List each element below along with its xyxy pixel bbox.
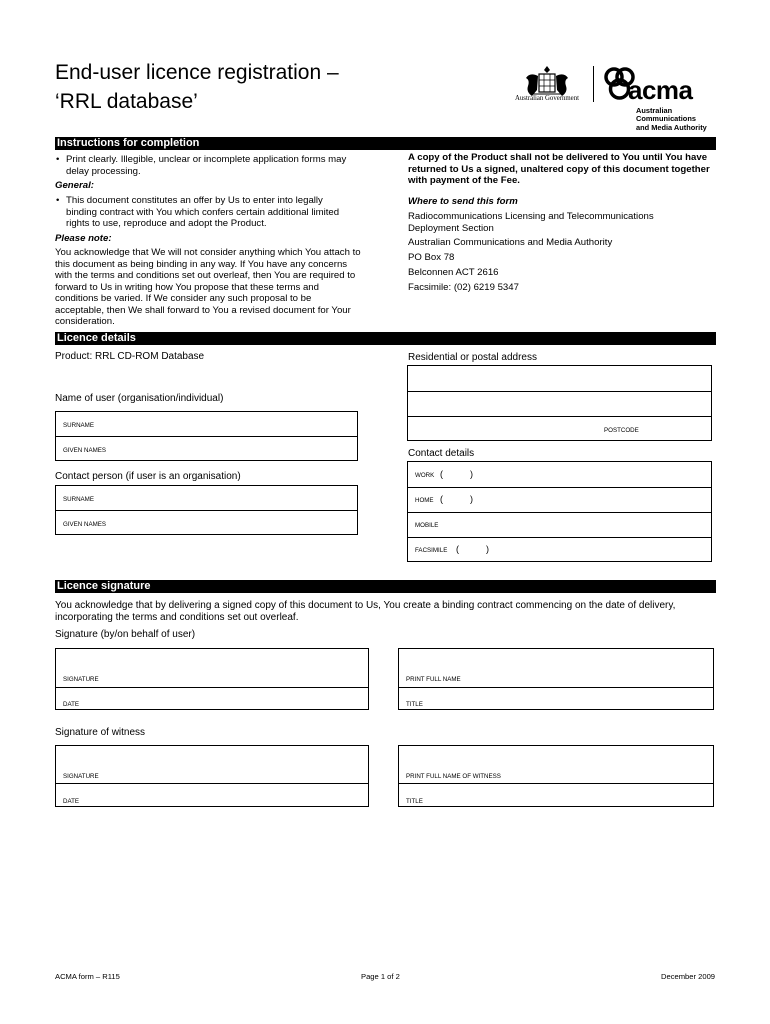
signature-behalf-label: Signature (by/on behalf of user)	[55, 629, 196, 640]
surname-field[interactable]: SURNAME	[63, 422, 94, 429]
home-paren-open: (	[440, 494, 443, 504]
contact-person-label: Contact person (if user is an organisation)	[55, 471, 241, 482]
address-city: Belconnen ACT 2616	[408, 267, 499, 278]
user-title-field[interactable]: TITLE	[406, 701, 423, 708]
acma-sub-line: Australian	[636, 106, 673, 115]
acma-sub-line: Communications	[636, 114, 696, 124]
field-divider	[408, 512, 711, 513]
address-section: Radiocommunications Licensing and Telecommunications Deployment Section	[408, 211, 654, 234]
witness-signature-box	[55, 745, 369, 807]
fax-paren-open: (	[456, 544, 459, 554]
address-po-box: PO Box 78	[408, 252, 455, 263]
where-to-send-label: Where to send this form	[408, 196, 518, 207]
field-divider	[56, 436, 357, 437]
contact-given-names-field[interactable]: GIVEN NAMES	[63, 521, 106, 528]
residential-address-label: Residential or postal address	[408, 352, 537, 363]
licence-details-heading: Licence details	[55, 332, 716, 345]
contact-surname-field[interactable]: SURNAME	[63, 496, 94, 503]
name-of-user-label: Name of user (organisation/individual)	[55, 393, 224, 404]
acma-sub-line: and Media Authority	[636, 122, 707, 132]
name-of-user-box	[55, 411, 358, 461]
facsimile-field[interactable]: FACSIMILE	[415, 547, 448, 554]
witness-name-box	[398, 745, 714, 807]
user-signature-field[interactable]: SIGNATURE	[63, 676, 99, 683]
field-divider	[56, 510, 357, 511]
field-divider	[408, 487, 711, 488]
field-divider	[56, 687, 368, 688]
field-divider	[399, 687, 713, 688]
logo-divider	[593, 66, 594, 102]
print-full-name-field[interactable]: PRINT FULL NAME	[406, 676, 461, 683]
footer-date: December 2009	[661, 972, 716, 981]
field-divider	[408, 537, 711, 538]
instruction-bullet-print: • Print clearly. Illegible, unclear or incomplete application forms may delay processing.	[66, 154, 358, 177]
please-note-text: You acknowledge that We will not consider anything which You attach to this document as being binding in any way. If You have any concerns with the terms and conditions set out overleaf, then You are required to forward to Us in writing how You propose that these terms and conditions be varied. If We consider any such proposal to be acceptable, then We shall forward to You a revised document for Your consideration.	[55, 247, 361, 327]
page-subtitle: ‘RRL database’	[55, 90, 198, 113]
field-divider	[399, 783, 713, 784]
instruction-bullet-offer: • This document constitutes an offer by Us to enter into legally binding contract with You which confers certain additional limited rights to use, reproduce and adopt the Product.	[66, 195, 356, 230]
given-names-field[interactable]: GIVEN NAMES	[63, 447, 106, 454]
contact-details-label: Contact details	[408, 448, 475, 459]
footer-form-id: ACMA form – R115	[55, 972, 120, 981]
work-phone-field[interactable]: WORK	[415, 472, 435, 479]
address-facsimile: Facsimile: (02) 6219 5347	[408, 282, 519, 293]
acma-wordmark: acma	[628, 75, 693, 105]
acma-subtitle	[636, 107, 707, 132]
fax-paren-close: )	[486, 544, 489, 554]
user-name-box	[398, 648, 714, 710]
signature-witness-label: Signature of witness	[55, 727, 146, 738]
contact-details-box	[407, 461, 712, 562]
copy-notice: A copy of the Product shall not be delivered to You until You have returned to Us a signed, unaltered copy of this document together with payment of the Fee.	[408, 152, 710, 186]
residential-address-box[interactable]	[407, 365, 712, 441]
witness-signature-field[interactable]: SIGNATURE	[63, 773, 99, 780]
field-divider	[408, 391, 711, 392]
witness-date-field[interactable]: DATE	[63, 798, 80, 805]
field-divider	[56, 783, 368, 784]
print-full-name-witness-field[interactable]: PRINT FULL NAME OF WITNESS	[406, 773, 501, 780]
work-paren-close: )	[470, 469, 473, 479]
contact-person-box	[55, 485, 358, 535]
footer-page-number: Page 1 of 2	[361, 972, 400, 981]
user-date-field[interactable]: DATE	[63, 701, 80, 708]
acma-logo	[601, 66, 721, 136]
address-authority: Australian Communications and Media Authority	[408, 237, 613, 248]
product-label: Product: RRL CD-ROM Database	[55, 351, 205, 362]
page-title: End-user licence registration –	[55, 61, 339, 84]
government-label: Australian Government	[515, 95, 579, 102]
general-label: General:	[55, 180, 94, 191]
witness-title-field[interactable]: TITLE	[406, 798, 423, 805]
please-note-label: Please note:	[55, 233, 112, 244]
user-signature-box	[55, 648, 369, 710]
postcode-field[interactable]: POSTCODE	[604, 427, 639, 434]
signature-acknowledgement: You acknowledge that by delivering a signed copy of this document to Us, You create a binding contract commencing on the date of delivery, incorporating the terms and conditions set out overleaf.	[55, 600, 676, 623]
mobile-field[interactable]: MOBILE	[415, 522, 439, 529]
government-crest-icon	[517, 64, 577, 104]
field-divider	[408, 416, 711, 417]
instructions-heading: Instructions for completion	[55, 137, 716, 150]
licence-signature-heading: Licence signature	[55, 580, 716, 593]
home-phone-field[interactable]: HOME	[415, 497, 434, 504]
home-paren-close: )	[470, 494, 473, 504]
work-paren-open: (	[440, 469, 443, 479]
